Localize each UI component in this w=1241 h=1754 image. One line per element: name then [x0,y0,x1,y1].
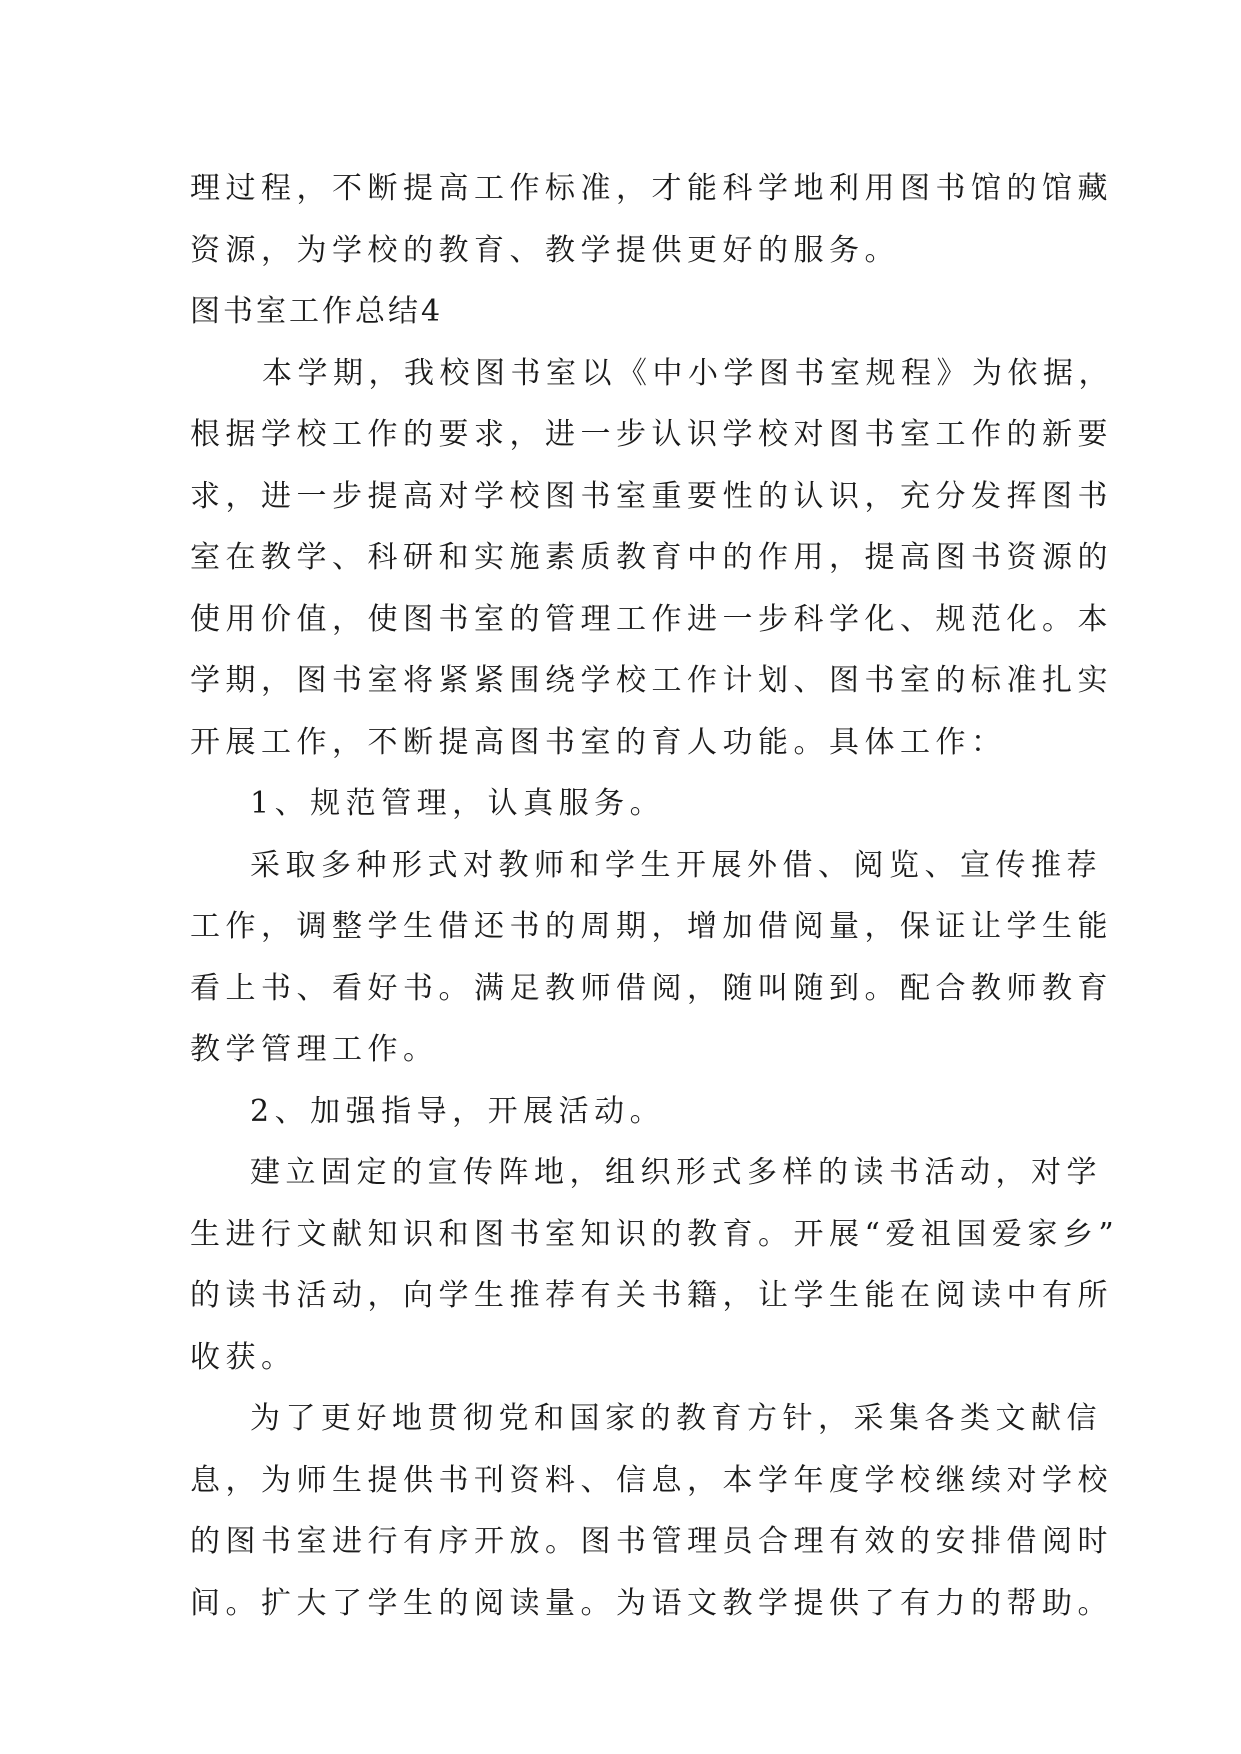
section-heading: 图书室工作总结4 [190,294,444,329]
paragraph-line: 看上书、看好书。满足教师借阅，随叫随到。配合教师教育 [190,970,1113,1006]
paragraph-line: 间。扩大了学生的阅读量。为语文教学提供了有力的帮助。 [190,1585,1113,1621]
paragraph-line: 建立固定的宣传阵地，组织形式多样的读书活动，对学 [250,1155,1102,1190]
paragraph-line: 资源，为学校的教育、教学提供更好的服务。 [190,232,900,268]
paragraph-line: 采取多种形式对教师和学生开展外借、阅览、宣传推荐 [250,847,1102,883]
paragraph-line: 的读书活动，向学生推荐有关书籍，让学生能在阅读中有所 [190,1278,1113,1313]
paragraph-line: 的图书室进行有序开放。图书管理员合理有效的安排借阅时 [190,1524,1113,1559]
paragraph-line: 工作，调整学生借还书的周期，增加借阅量，保证让学生能 [190,909,1113,944]
list-heading: 1、规范管理，认真服务。 [250,786,666,821]
document-body [190,158,1120,1634]
paragraph-line: 根据学校工作的要求，进一步认识学校对图书室工作的新要 [190,417,1113,452]
paragraph-line: 生进行文献知识和图书室知识的教育。开展“爱祖国爱家乡” [190,1216,1120,1252]
paragraph-line: 本学期，我校图书室以《中小学图书室规程》为依据， [262,355,1114,391]
paragraph-line: 开展工作，不断提高图书室的育人功能。具体工作： [190,724,1007,760]
paragraph-line: 收获。 [190,1339,297,1375]
paragraph-line: 息，为师生提供书刊资料、信息，本学年度学校继续对学校 [190,1462,1113,1498]
paragraph-line: 求，进一步提高对学校图书室重要性的认识，充分发挥图书 [190,478,1113,514]
paragraph-line: 室在教学、科研和实施素质教育中的作用，提高图书资源的 [190,540,1113,575]
paragraph-line: 教学管理工作。 [190,1032,439,1067]
paragraph-line: 使用价值，使图书室的管理工作进一步科学化、规范化。本 [190,601,1113,637]
paragraph-line: 学期，图书室将紧紧围绕学校工作计划、图书室的标准扎实 [190,663,1113,698]
list-heading: 2、加强指导，开展活动。 [250,1093,666,1129]
paragraph-line: 为了更好地贯彻党和国家的教育方针，采集各类文献信 [250,1401,1102,1436]
paragraph-line: 理过程，不断提高工作标准，才能科学地利用图书馆的馆藏 [190,171,1113,206]
